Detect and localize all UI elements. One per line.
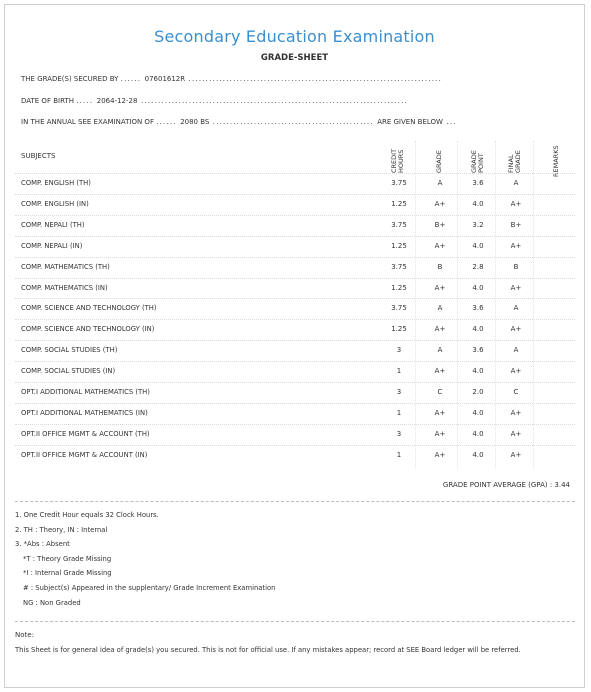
exam-line: IN THE ANNUAL SEE EXAMINATION OF ...... 2080 BS ............................................... ARE GIVEN BELOW ... — [21, 118, 457, 126]
table-cell-point: 4.0 — [472, 283, 484, 292]
table-cell-final: C — [513, 388, 519, 396]
page-subtitle: GRADE-SHEET — [260, 53, 329, 63]
grade-secured-label: THE GRADE(S) SECURED BY — [21, 75, 119, 83]
table-cell-point: 4.0 — [472, 429, 484, 438]
note-title: Note: — [15, 631, 34, 639]
table-cell-credit: 1.25 — [391, 325, 407, 334]
table-cell-grade: A — [437, 304, 443, 313]
table-cell-grade: A+ — [434, 429, 446, 438]
table-row-subject: COMP. SCIENCE AND TECHNOLOGY (IN) — [21, 325, 155, 334]
table-cell-grade: A+ — [434, 199, 446, 208]
table-row-subject: COMP. NEPALI (TH) — [21, 220, 85, 229]
table-cell-credit: 3.75 — [391, 220, 407, 229]
table-cell-final: A+ — [510, 241, 522, 250]
footnote: 2. TH : Theory, IN : Internal — [15, 525, 108, 534]
table-cell-credit: 3 — [396, 346, 402, 355]
exam-label: IN THE ANNUAL SEE EXAMINATION OF — [21, 118, 154, 126]
note-text: This Sheet is for general idea of grade(s) you secured. This is not for official use. If any mistakes appear; record at SEE Board ledger will be referred. — [15, 646, 521, 654]
table-row-subject: COMP. SCIENCE AND TECHNOLOGY (TH) — [21, 304, 157, 313]
table-cell-credit: 3.75 — [391, 179, 407, 187]
table-cell-grade: C — [437, 388, 443, 396]
footnote: 3. *Abs : Absent — [15, 540, 70, 549]
table-row-subject: COMP. MATHEMATICS (IN) — [21, 283, 108, 292]
table-row-subject: COMP. NEPALI (IN) — [21, 241, 83, 250]
dob-line: DATE OF BIRTH ..... 2064-12-28 .............................................................................. — [21, 97, 409, 105]
table-cell-credit: 1.25 — [391, 199, 407, 208]
table-cell-credit: 3 — [396, 388, 402, 396]
table-cell-grade: A+ — [434, 241, 446, 250]
col-credit-hours: CREDIT HOURS — [390, 148, 405, 173]
table-row-subject: COMP. ENGLISH (TH) — [21, 179, 91, 187]
table-cell-final: A+ — [510, 325, 522, 334]
table-cell-grade: A+ — [434, 408, 446, 417]
footnote: # : Subject(s) Appeared in the supplentary/ Grade Increment Examination — [23, 583, 276, 592]
divider — [15, 501, 575, 502]
table-cell-point: 2.0 — [472, 388, 484, 396]
table-cell-point: 4.0 — [472, 450, 484, 459]
table-cell-credit: 1 — [396, 408, 402, 417]
table-cell-grade: A+ — [434, 283, 446, 292]
dob-value: 2064-12-28 — [96, 97, 138, 105]
footnote: NG : Non Graded — [23, 598, 81, 607]
table-cell-grade: A+ — [434, 367, 446, 376]
table-cell-final: A+ — [510, 429, 522, 438]
table-cell-point: 4.0 — [472, 199, 484, 208]
table-cell-grade: A — [437, 346, 443, 355]
table-cell-grade: A — [437, 179, 443, 187]
dob-label: DATE OF BIRTH — [21, 97, 74, 105]
table-cell-grade: B+ — [434, 220, 446, 229]
table-cell-point: 4.0 — [472, 325, 484, 334]
table-cell-point: 4.0 — [472, 367, 484, 376]
page-title: Secondary Education Examination — [154, 27, 435, 46]
grade-secured-line: THE GRADE(S) SECURED BY ...... 07601612R .......................................................................... — [21, 75, 443, 83]
table-cell-point: 3.6 — [472, 179, 484, 187]
row-divider — [15, 298, 575, 299]
row-divider — [15, 278, 575, 279]
footnote: 1. One Credit Hour equals 32 Clock Hours. — [15, 511, 159, 519]
row-divider — [15, 445, 575, 446]
table-row-subject: COMP. SOCIAL STUDIES (IN) — [21, 367, 116, 376]
table-cell-credit: 3 — [396, 429, 402, 438]
row-divider — [15, 340, 575, 341]
table-row-subject: COMP. MATHEMATICS (TH) — [21, 262, 110, 271]
table-cell-final: B+ — [510, 220, 522, 229]
row-divider — [15, 215, 575, 216]
table-cell-point: 3.6 — [472, 304, 484, 313]
footnote: *I : Internal Grade Missing — [23, 569, 112, 578]
table-row-subject: OPT.I ADDITIONAL MATHEMATICS (TH) — [21, 388, 150, 396]
table-cell-final: B — [513, 262, 519, 271]
table-cell-point: 2.8 — [472, 262, 484, 271]
row-divider — [15, 403, 575, 404]
table-row-subject: COMP. ENGLISH (IN) — [21, 199, 89, 208]
row-divider — [15, 194, 575, 195]
table-cell-credit: 3.75 — [391, 262, 407, 271]
table-cell-final: A — [513, 304, 519, 313]
col-grade: GRADE — [435, 150, 443, 173]
table-cell-credit: 1.25 — [391, 283, 407, 292]
grade-sheet — [4, 4, 585, 688]
table-cell-credit: 1 — [396, 450, 402, 459]
row-divider — [15, 361, 575, 362]
row-divider — [15, 424, 575, 425]
exam-value: 2080 BS — [180, 118, 210, 126]
table-cell-grade: A+ — [434, 450, 446, 459]
table-cell-final: A+ — [510, 367, 522, 376]
table-cell-grade: B — [437, 262, 443, 271]
row-divider — [15, 173, 575, 174]
col-remarks: REMARKS — [552, 145, 560, 177]
table-cell-credit: 1.25 — [391, 241, 407, 250]
row-divider — [15, 257, 575, 258]
table-cell-point: 4.0 — [472, 241, 484, 250]
table-row-subject: OPT.II OFFICE MGMT & ACCOUNT (TH) — [21, 429, 150, 438]
exam-suffix: ARE GIVEN BELOW — [377, 118, 443, 126]
table-cell-credit: 1 — [396, 367, 402, 376]
table-cell-point: 3.6 — [472, 346, 484, 355]
table-cell-final: A — [513, 346, 519, 355]
table-cell-point: 4.0 — [472, 408, 484, 417]
table-cell-final: A+ — [510, 408, 522, 417]
table-cell-final: A+ — [510, 450, 522, 459]
col-subjects: SUBJECTS — [21, 152, 56, 160]
divider — [15, 621, 575, 622]
col-grade-point: GRADE POINT — [470, 150, 485, 173]
table-cell-point: 3.2 — [472, 220, 484, 229]
table-cell-credit: 3.75 — [391, 304, 407, 313]
table-cell-final: A+ — [510, 199, 522, 208]
footnotes — [15, 511, 275, 613]
row-divider — [15, 236, 575, 237]
footnote: *T : Theory Grade Missing — [23, 554, 112, 563]
table-cell-final: A — [513, 179, 519, 187]
table-cell-final: A+ — [510, 283, 522, 292]
table-row-subject: OPT.I ADDITIONAL MATHEMATICS (IN) — [21, 408, 148, 417]
table-cell-grade: A+ — [434, 325, 446, 334]
row-divider — [15, 319, 575, 320]
row-divider — [15, 382, 575, 383]
symbol-number: 07601612R — [144, 75, 186, 83]
table-row-subject: OPT.II OFFICE MGMT & ACCOUNT (IN) — [21, 450, 148, 459]
col-final-grade: FINAL GRADE — [507, 150, 522, 173]
table-row-subject: COMP. SOCIAL STUDIES (TH) — [21, 346, 118, 355]
gpa-summary: GRADE POINT AVERAGE (GPA) : 3.44 — [442, 481, 570, 489]
